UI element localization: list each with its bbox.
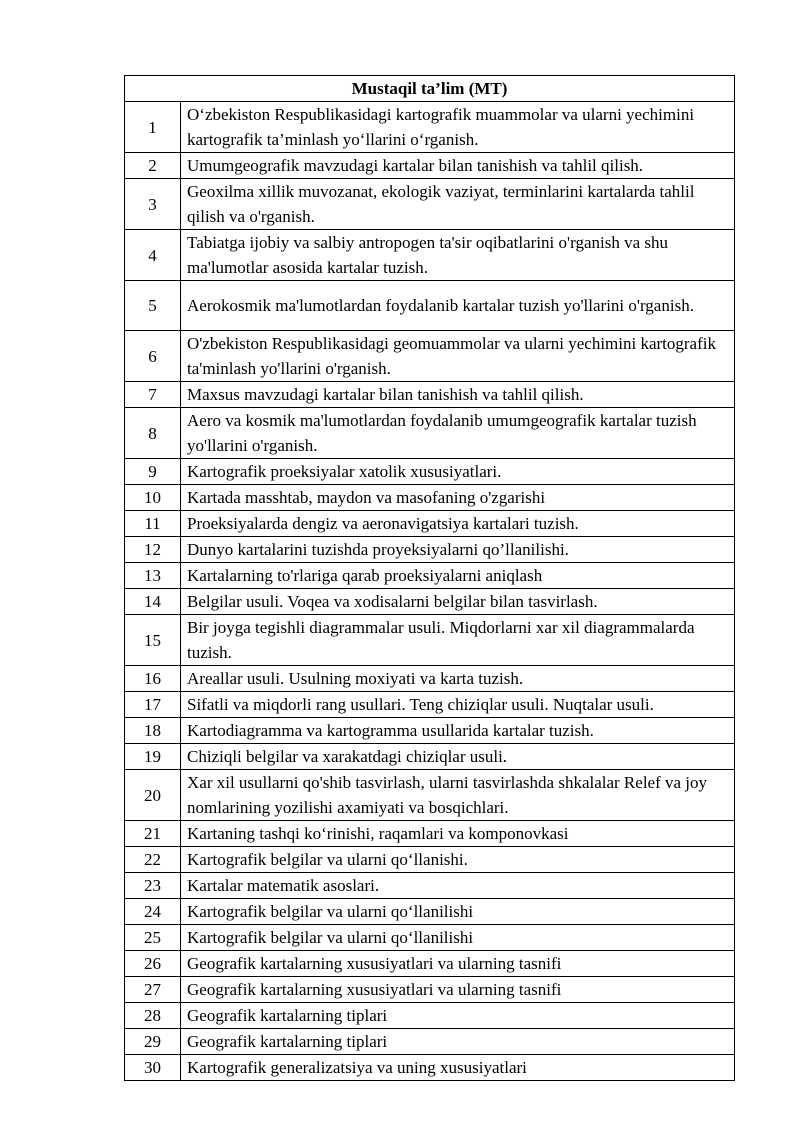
table-row (125, 459, 735, 485)
row-number: 14 (125, 589, 181, 615)
row-number: 23 (125, 873, 181, 899)
row-topic: Aero va kosmik ma'lumotlardan foydalanib umumgeografik kartalar tuzish yo'llarini o'rganish. (181, 408, 735, 459)
row-number: 16 (125, 666, 181, 692)
table-row (125, 179, 735, 230)
row-topic: Areallar usuli. Usulning moxiyati va karta tuzish. (181, 666, 735, 692)
row-topic: Kartada masshtab, maydon va masofaning o'zgarishi (181, 485, 735, 511)
row-topic: Geografik kartalarning xususiyatlari va ularning tasnifi (181, 977, 735, 1003)
row-number: 10 (125, 485, 181, 511)
table-row (125, 666, 735, 692)
table-row (125, 1055, 735, 1081)
row-number: 27 (125, 977, 181, 1003)
row-topic: Geografik kartalarning tiplari (181, 1029, 735, 1055)
row-topic: Kartaning tashqi ko‘rinishi, raqamlari va komponovkasi (181, 821, 735, 847)
table-row (125, 511, 735, 537)
row-number: 20 (125, 770, 181, 821)
row-number: 25 (125, 925, 181, 951)
row-topic: Kartodiagramma va kartogramma usullarida kartalar tuzish. (181, 718, 735, 744)
row-number: 28 (125, 1003, 181, 1029)
row-topic: Dunyo kartalarini tuzishda proyeksiyalarni qo’llanilishi. (181, 537, 735, 563)
row-topic: Aerokosmik ma'lumotlardan foydalanib kartalar tuzish yo'llarini o'rganish. (181, 281, 735, 331)
row-topic: Kartalarning to'rlariga qarab proeksiyalarni aniqlash (181, 563, 735, 589)
row-number: 11 (125, 511, 181, 537)
table-row (125, 770, 735, 821)
table-row (125, 589, 735, 615)
table-row (125, 977, 735, 1003)
table-row (125, 899, 735, 925)
table-row (125, 102, 735, 153)
row-number: 9 (125, 459, 181, 485)
row-number: 7 (125, 382, 181, 408)
table-row (125, 537, 735, 563)
row-topic: Geoxilma xillik muvozanat, ekologik vaziyat, terminlarini kartalarda tahlil qilish va o'rganish. (181, 179, 735, 230)
table-row (125, 692, 735, 718)
row-number: 26 (125, 951, 181, 977)
row-number: 19 (125, 744, 181, 770)
row-number: 15 (125, 615, 181, 666)
row-number: 24 (125, 899, 181, 925)
row-topic: Chiziqli belgilar va xarakatdagi chiziqlar usuli. (181, 744, 735, 770)
row-number: 17 (125, 692, 181, 718)
row-number: 18 (125, 718, 181, 744)
table-body (125, 102, 735, 1081)
table-row (125, 615, 735, 666)
row-number: 3 (125, 179, 181, 230)
row-topic: O'zbekiston Respublikasidagi geomuammolar va ularni yechimini kartografik ta'minlash yo'llarini o'rganish. (181, 331, 735, 382)
row-number: 30 (125, 1055, 181, 1081)
table-row (125, 925, 735, 951)
table-row (125, 382, 735, 408)
row-number: 29 (125, 1029, 181, 1055)
row-topic: Sifatli va miqdorli rang usullari. Teng chiziqlar usuli. Nuqtalar usuli. (181, 692, 735, 718)
row-topic: Bir joyga tegishli diagrammalar usuli. Miqdorlarni xar xil diagrammalarda tuzish. (181, 615, 735, 666)
table-row (125, 563, 735, 589)
table-header-row (125, 76, 735, 102)
row-topic: Xar xil usullarni qo'shib tasvirlash, ularni tasvirlashda shkalalar Relef va joy nomlarining yozilishi axamiyati va bosqichlari. (181, 770, 735, 821)
row-number: 22 (125, 847, 181, 873)
table-row (125, 847, 735, 873)
row-topic: Kartografik belgilar va ularni qo‘llanilishi (181, 925, 735, 951)
table-row (125, 1029, 735, 1055)
row-topic: Geografik kartalarning xususiyatlari va ularning tasnifi (181, 951, 735, 977)
row-number: 21 (125, 821, 181, 847)
table-row (125, 873, 735, 899)
table-row (125, 153, 735, 179)
row-topic: Kartografik generalizatsiya va uning xususiyatlari (181, 1055, 735, 1081)
row-number: 8 (125, 408, 181, 459)
document-page (124, 75, 734, 1081)
row-number: 2 (125, 153, 181, 179)
row-topic: Belgilar usuli. Voqea va xodisalarni belgilar bilan tasvirlash. (181, 589, 735, 615)
table-row (125, 821, 735, 847)
row-topic: Kartografik belgilar va ularni qo‘llanilishi (181, 899, 735, 925)
table-row (125, 230, 735, 281)
table-row (125, 718, 735, 744)
row-topic: Geografik kartalarning tiplari (181, 1003, 735, 1029)
row-number: 1 (125, 102, 181, 153)
table-header: Mustaqil ta’lim (MT) (125, 76, 735, 102)
table-row (125, 744, 735, 770)
table-row (125, 485, 735, 511)
table-row (125, 951, 735, 977)
row-number: 4 (125, 230, 181, 281)
row-topic: Tabiatga ijobiy va salbiy antropogen ta'sir oqibatlarini o'rganish va shu ma'lumotlar asosida kartalar tuzish. (181, 230, 735, 281)
row-topic: O‘zbekiston Respublikasidagi kartografik muammolar va ularni yechimini kartografik ta’minlash yo‘llarini o‘rganish. (181, 102, 735, 153)
row-topic: Kartografik belgilar va ularni qo‘llanishi. (181, 847, 735, 873)
row-number: 6 (125, 331, 181, 382)
row-topic: Proeksiyalarda dengiz va aeronavigatsiya kartalari tuzish. (181, 511, 735, 537)
row-number: 12 (125, 537, 181, 563)
row-topic: Umumgeografik mavzudagi kartalar bilan tanishish va tahlil qilish. (181, 153, 735, 179)
independent-study-table (124, 75, 735, 1081)
row-number: 13 (125, 563, 181, 589)
table-row (125, 331, 735, 382)
row-number: 5 (125, 281, 181, 331)
row-topic: Kartalar matematik asoslari. (181, 873, 735, 899)
row-topic: Kartografik proeksiyalar xatolik xususiyatlari. (181, 459, 735, 485)
table-row (125, 1003, 735, 1029)
table-row (125, 408, 735, 459)
table-row (125, 281, 735, 331)
row-topic: Maxsus mavzudagi kartalar bilan tanishish va tahlil qilish. (181, 382, 735, 408)
